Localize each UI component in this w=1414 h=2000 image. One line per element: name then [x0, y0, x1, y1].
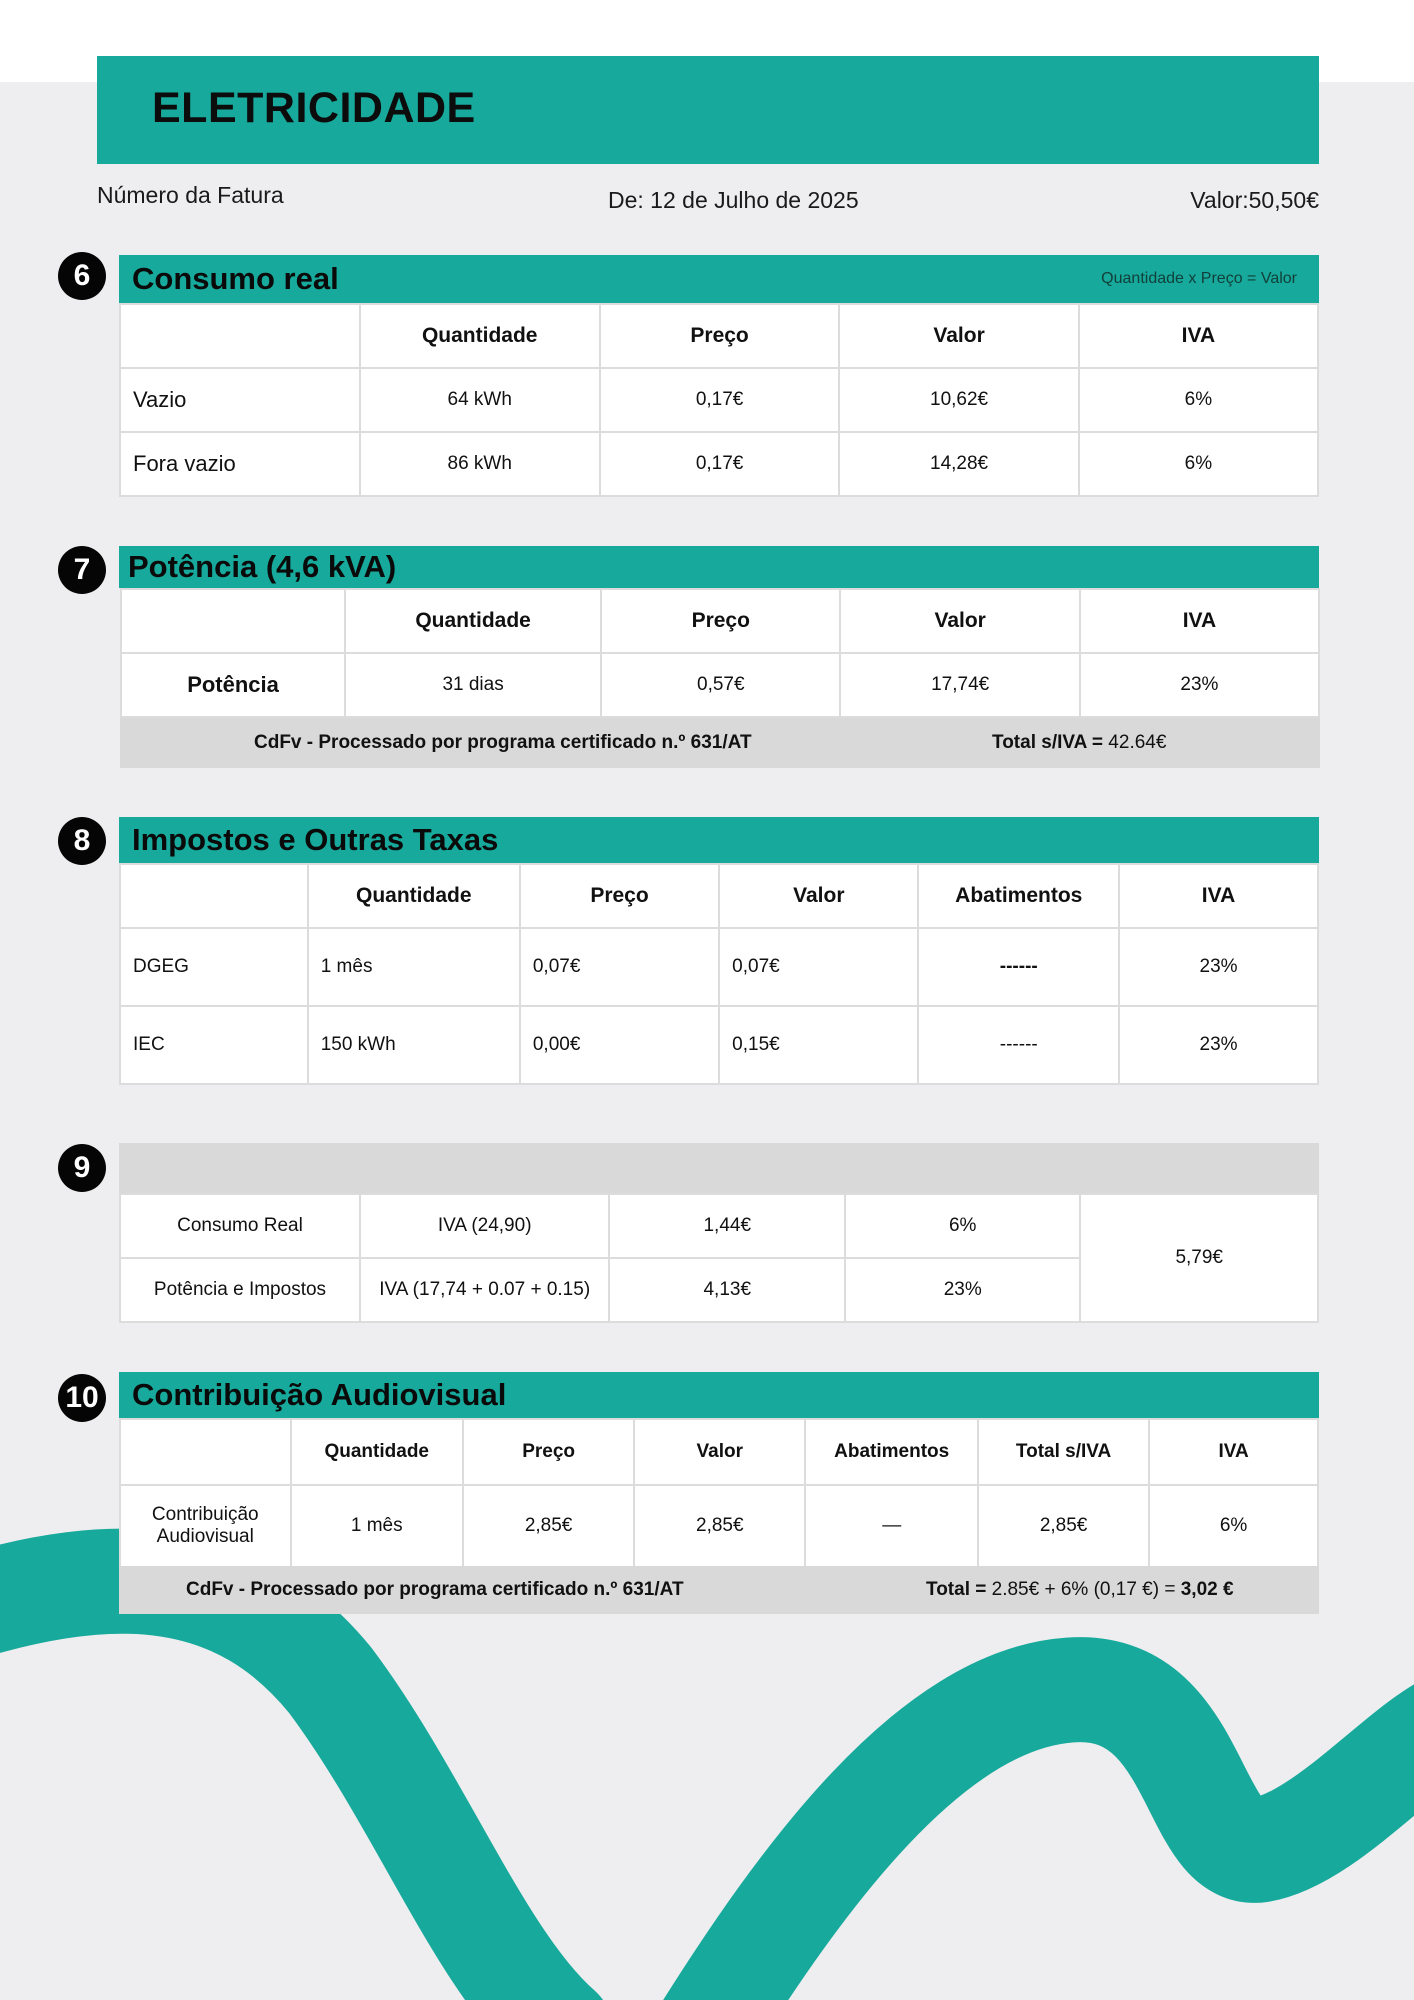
impostos-table	[119, 863, 1319, 1085]
table-cell: 4,13€	[609, 1258, 845, 1322]
table-cell: 1 mês	[308, 928, 520, 1006]
invoice-date: De: 12 de Julho de 2025	[608, 187, 859, 213]
section-title-impostos	[119, 817, 1319, 863]
total-without-vat	[992, 732, 1166, 754]
section-number-8: 8	[58, 817, 106, 865]
certification-note: CdFv - Processado por programa certificado n.º 631/AT	[186, 1579, 684, 1600]
table-header: IVA	[1119, 864, 1318, 928]
table-cell: 150 kWh	[308, 1006, 520, 1084]
table-cell: 23%	[1080, 653, 1319, 717]
table-row	[120, 432, 1318, 496]
table-header: Valor	[719, 864, 918, 928]
section-number-6: 6	[58, 252, 106, 300]
row-label	[120, 1485, 291, 1567]
section-number-9: 9	[58, 1144, 106, 1192]
audiovisual-table	[119, 1418, 1319, 1568]
table-row	[120, 368, 1318, 432]
row-label: Potência e Impostos	[120, 1258, 360, 1322]
table-cell: 17,74€	[840, 653, 1079, 717]
table-header: Abatimentos	[805, 1419, 978, 1485]
table-cell: 0,17€	[600, 432, 839, 496]
table-cell: 64 kWh	[360, 368, 600, 432]
table-cell: 86 kWh	[360, 432, 600, 496]
table-header	[120, 864, 308, 928]
table-header: Valor	[839, 304, 1078, 368]
table-row	[121, 653, 1319, 717]
table-cell: ------	[918, 928, 1119, 1006]
section-title-text: Contribuição Audiovisual	[132, 1377, 507, 1412]
table-cell: 2,85€	[463, 1485, 634, 1567]
table-cell: 1,44€	[609, 1194, 845, 1258]
table-header: Preço	[520, 864, 719, 928]
section-number-7: 7	[58, 546, 106, 594]
table-header: Preço	[601, 589, 840, 653]
potencia-table	[120, 588, 1320, 718]
table-row	[120, 1485, 1318, 1567]
table-cell: 1 mês	[291, 1485, 463, 1567]
iva-table	[119, 1193, 1319, 1323]
table-header	[120, 1419, 291, 1485]
table-row	[120, 1006, 1318, 1084]
total-formula: 2.85€ + 6% (0,17 €) =	[986, 1579, 1181, 1600]
table-cell: 31 dias	[345, 653, 601, 717]
table-cell: 0,17€	[600, 368, 839, 432]
row-label: Vazio	[120, 368, 360, 432]
table-header: Preço	[600, 304, 839, 368]
table-header: Preço	[463, 1419, 634, 1485]
table-header	[120, 304, 360, 368]
table-cell: 6%	[1079, 368, 1318, 432]
table-header: Abatimentos	[918, 864, 1119, 928]
table-header: Quantidade	[345, 589, 601, 653]
total-label: Total =	[926, 1579, 987, 1600]
consumo-table	[119, 303, 1319, 497]
iva-header-bar	[119, 1143, 1319, 1193]
table-cell: 6%	[1149, 1485, 1318, 1567]
table-cell: 14,28€	[839, 432, 1078, 496]
table-header: Total s/IVA	[978, 1419, 1149, 1485]
row-label-line: Contribuição	[151, 1504, 259, 1525]
row-label-line: Audiovisual	[156, 1526, 254, 1547]
row-label: Potência	[121, 653, 345, 717]
table-cell: 23%	[845, 1258, 1080, 1322]
table-header: IVA	[1079, 304, 1318, 368]
table-header: IVA	[1080, 589, 1319, 653]
table-cell: 23%	[1119, 1006, 1318, 1084]
row-label: Consumo Real	[120, 1194, 360, 1258]
section-title-text: Consumo real	[132, 261, 339, 296]
table-header: IVA	[1149, 1419, 1318, 1485]
table-cell: 2,85€	[978, 1485, 1149, 1567]
table-cell: 0,07€	[719, 928, 918, 1006]
table-cell: 0,15€	[719, 1006, 918, 1084]
table-cell: —	[805, 1485, 978, 1567]
total-value: 42.64€	[1103, 732, 1167, 753]
row-label: DGEG	[120, 928, 308, 1006]
invoice-number-label: Número da Fatura	[97, 182, 284, 208]
certification-note: CdFv - Processado por programa certificado n.º 631/AT	[254, 732, 752, 753]
section-title-potencia	[119, 546, 1319, 588]
table-cell: 2,85€	[634, 1485, 805, 1567]
table-header: Quantidade	[291, 1419, 463, 1485]
table-header	[121, 589, 345, 653]
section-number-10: 10	[58, 1374, 106, 1422]
row-label: Fora vazio	[120, 432, 360, 496]
invoice-amount: Valor:50,50€	[1190, 187, 1319, 213]
table-header: Valor	[840, 589, 1079, 653]
table-cell: ------	[918, 1006, 1119, 1084]
row-label: IEC	[120, 1006, 308, 1084]
table-cell: 23%	[1119, 928, 1318, 1006]
table-header: Quantidade	[360, 304, 600, 368]
table-cell: 6%	[845, 1194, 1080, 1258]
section-title-audiovisual	[119, 1372, 1319, 1418]
audiovisual-footer	[119, 1566, 1319, 1614]
total-value: 3,02 €	[1180, 1579, 1234, 1600]
table-cell: IVA (24,90)	[360, 1194, 610, 1258]
table-row	[120, 1194, 1318, 1258]
formula-note: Quantidade x Preço = Valor	[1101, 270, 1297, 287]
table-header: Valor	[634, 1419, 805, 1485]
table-cell: 0,07€	[520, 928, 719, 1006]
audiovisual-total	[926, 1579, 1234, 1601]
iva-total: 5,79€	[1080, 1194, 1318, 1322]
potencia-footer	[120, 718, 1320, 768]
table-cell: 10,62€	[839, 368, 1078, 432]
page-title: ELETRICIDADE	[152, 84, 476, 132]
section-title-text: Impostos e Outras Taxas	[132, 822, 499, 857]
table-cell: 0,00€	[520, 1006, 719, 1084]
section-title-text: Potência (4,6 kVA)	[128, 549, 397, 584]
total-label: Total s/IVA =	[992, 732, 1104, 753]
table-cell: IVA (17,74 + 0.07 + 0.15)	[360, 1258, 610, 1322]
table-row	[120, 928, 1318, 1006]
table-header: Quantidade	[308, 864, 520, 928]
section-title-consumo	[119, 255, 1319, 303]
table-cell: 0,57€	[601, 653, 840, 717]
table-cell: 6%	[1079, 432, 1318, 496]
